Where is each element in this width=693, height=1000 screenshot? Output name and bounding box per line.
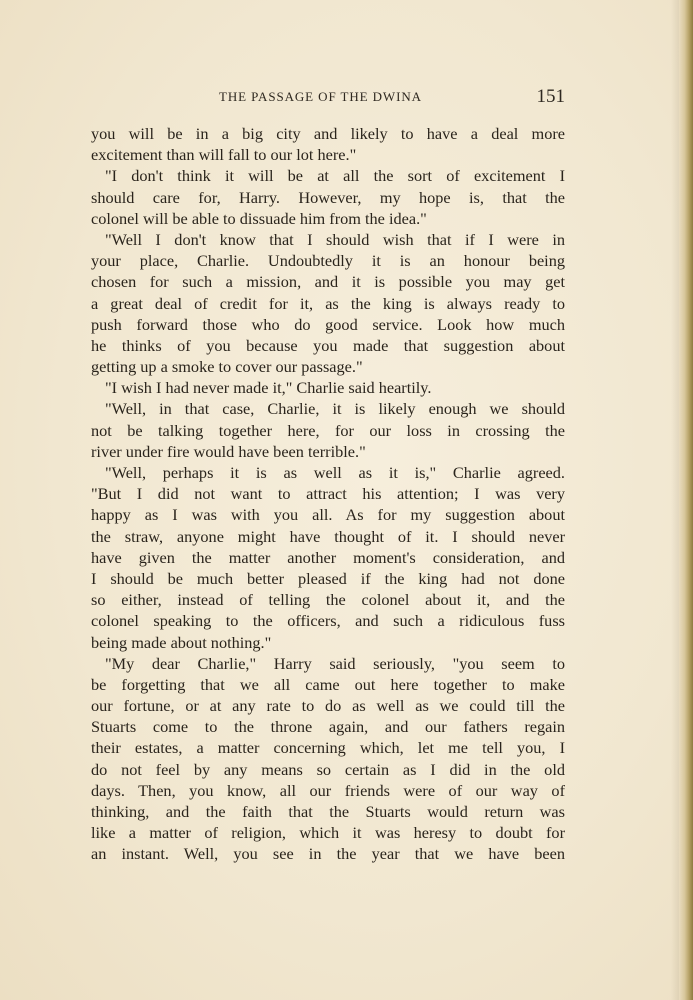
text-line: do not feel by any means so certain as I did in the old: [91, 759, 565, 779]
text-line: push forward those who do good service. Look how much: [91, 314, 565, 334]
text-line: Stuarts come to the throne again, and our fathers regain: [91, 717, 565, 737]
text-line: "Well, in that case, Charlie, it is likely enough we should: [105, 399, 565, 419]
text-line: "Well I don't know that I should wish that if I were in: [105, 229, 565, 249]
page-edge-shadow: [671, 0, 679, 1000]
text-line: "My dear Charlie," Harry said seriously, "you seem to: [105, 653, 565, 673]
text-line: our fortune, or at any rate to do as well as we could till the: [91, 696, 565, 716]
text-line: chosen for such a mission, and it is possible you may get: [91, 272, 565, 292]
text-line: should care for, Harry. However, my hope is, that the: [91, 187, 565, 207]
text-line: he thinks of you because you made that suggestion about: [91, 335, 565, 355]
page-number: 151: [536, 86, 565, 107]
text-line: thinking, and the faith that the Stuarts would return was: [91, 802, 565, 821]
page-edge: [679, 0, 693, 1000]
text-line: the straw, anyone might have thought of it. I should never: [91, 526, 565, 546]
text-line: colonel will be able to dissuade him from the idea.": [91, 208, 427, 228]
body-text: [91, 123, 565, 865]
text-line: getting up a smoke to cover our passage.": [91, 357, 363, 377]
page-header: [91, 86, 565, 108]
text-line: "But I did not want to attract his attention; I was very: [91, 484, 565, 504]
text-line: not be talking together here, for our loss in crossing the: [91, 420, 565, 440]
text-line: colonel speaking to the officers, and such a ridiculous fuss: [91, 611, 565, 631]
text-line: your place, Charlie. Undoubtedly it is an honour being: [91, 251, 565, 271]
text-line: be forgetting that we all came out here together to make: [91, 674, 565, 694]
text-line: "I don't think it will be at all the sort of excitement I: [105, 166, 565, 186]
text-line: you will be in a big city and likely to have a deal more: [91, 124, 565, 143]
running-title: THE PASSAGE OF THE DWINA: [219, 89, 422, 104]
text-line: river under fire would have been terrible.": [91, 441, 366, 461]
text-line: being made about nothing.": [91, 632, 272, 652]
text-line: so either, instead of telling the colonel about it, and the: [91, 590, 565, 610]
text-line: like a matter of religion, which it was heresy to doubt for: [91, 823, 565, 843]
text-line: have given the matter another moment's consideration, and: [91, 547, 565, 567]
text-line: an instant. Well, you see in the year that we have been: [91, 844, 565, 864]
text-line: "Well, perhaps it is as well as it is," Charlie agreed.: [105, 463, 565, 482]
text-line: I should be much better pleased if the king had not done: [91, 568, 565, 588]
text-line: excitement than will fall to our lot here.": [91, 145, 357, 165]
text-line: a great deal of credit for it, as the king is always ready to: [91, 293, 565, 313]
text-line: their estates, a matter concerning which, let me tell you, I: [91, 738, 565, 758]
text-line: days. Then, you know, all our friends were of our way of: [91, 780, 565, 800]
text-line: "I wish I had never made it," Charlie said heartily.: [105, 378, 432, 398]
text-line: happy as I was with you all. As for my suggestion about: [91, 505, 565, 525]
